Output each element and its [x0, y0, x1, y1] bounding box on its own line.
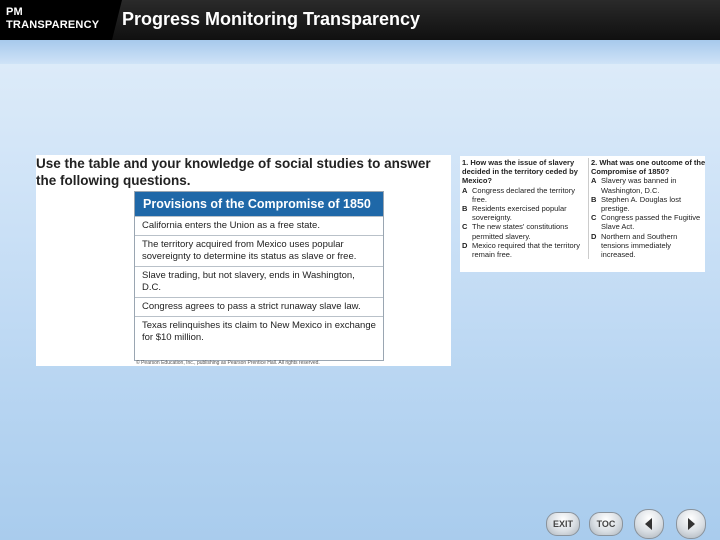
answer-option — [591, 213, 707, 231]
pm-label — [6, 6, 99, 32]
arrow-right-icon — [683, 516, 699, 532]
next-button[interactable] — [676, 509, 706, 539]
table-row: Slave trading, but not slavery, ends in Washington, D.C. — [135, 266, 383, 297]
table-row: California enters the Union as a free state. — [135, 216, 383, 235]
exit-nav — [546, 512, 580, 536]
page-title: Progress Monitoring Transparency — [122, 9, 421, 29]
prev-nav — [634, 512, 664, 536]
option-text: Congress declared the territory free. — [472, 185, 575, 204]
answer-option — [591, 195, 707, 213]
answer-option — [462, 204, 586, 222]
question-stem: 2. What was one outcome of the Compromise of 1850? — [591, 158, 706, 177]
question-2 — [588, 158, 707, 259]
previous-button[interactable] — [634, 509, 664, 539]
answer-option — [591, 232, 707, 260]
option-text: Congress passed the Fugitive Slave Act. — [601, 213, 701, 232]
pm-transparency-badge — [0, 0, 112, 40]
arrow-left-icon — [641, 516, 657, 532]
answer-option — [462, 241, 586, 259]
option-text: Mexico required that the territory remain free. — [472, 240, 580, 260]
instructions-text: Use the table and your knowledge of social studies to answer the following questions. — [36, 156, 431, 188]
option-letter: B — [591, 194, 597, 204]
option-letter: A — [591, 176, 597, 186]
answer-option — [591, 176, 707, 194]
header-bar — [0, 0, 720, 40]
option-letter: D — [591, 231, 597, 241]
copyright-text: © Pearson Education, Inc., publishing as Pearson Prentice Hall. All rights reserved. — [136, 360, 320, 366]
table-row: Congress agrees to pass a strict runaway slave law. — [135, 297, 383, 316]
option-letter: B — [462, 204, 468, 214]
option-letter: A — [462, 185, 468, 195]
option-text: The new states' constitutions permitted slavery. — [472, 222, 569, 241]
worksheet-panel — [36, 155, 451, 366]
pm-label-line2: TRANSPARENCY — [6, 19, 100, 31]
next-nav — [676, 512, 706, 536]
table-title: Provisions of the Compromise of 1850 — [135, 192, 383, 216]
pm-label-line1: PM — [6, 6, 23, 18]
toc-nav — [589, 512, 623, 536]
option-text: Stephen A. Douglas lost prestige. — [601, 194, 682, 214]
option-text: Northern and Southern tensions immediately increased. — [601, 231, 678, 260]
questions-panel — [460, 156, 705, 272]
option-letter: D — [462, 240, 468, 250]
compromise-table — [134, 191, 384, 361]
answer-option — [462, 186, 586, 204]
answer-option — [462, 222, 586, 240]
option-letter: C — [462, 222, 468, 232]
option-text: Slavery was banned in Washington, D.C. — [601, 176, 677, 195]
exit-button[interactable]: EXIT — [546, 512, 580, 536]
table-row: Texas relinquishes its claim to New Mexico in exchange for $10 million. — [135, 316, 383, 347]
table-row: The territory acquired from Mexico uses popular sovereignty to determine its status as slave or free. — [135, 235, 383, 266]
option-text: Residents exercised popular sovereignty. — [472, 204, 567, 223]
question-stem: 1. How was the issue of slavery decided in the territory ceded by Mexico? — [462, 158, 578, 186]
question-1 — [462, 158, 586, 259]
option-letter: C — [591, 213, 597, 223]
title-strip — [0, 40, 720, 64]
toc-button[interactable]: TOC — [589, 512, 623, 536]
